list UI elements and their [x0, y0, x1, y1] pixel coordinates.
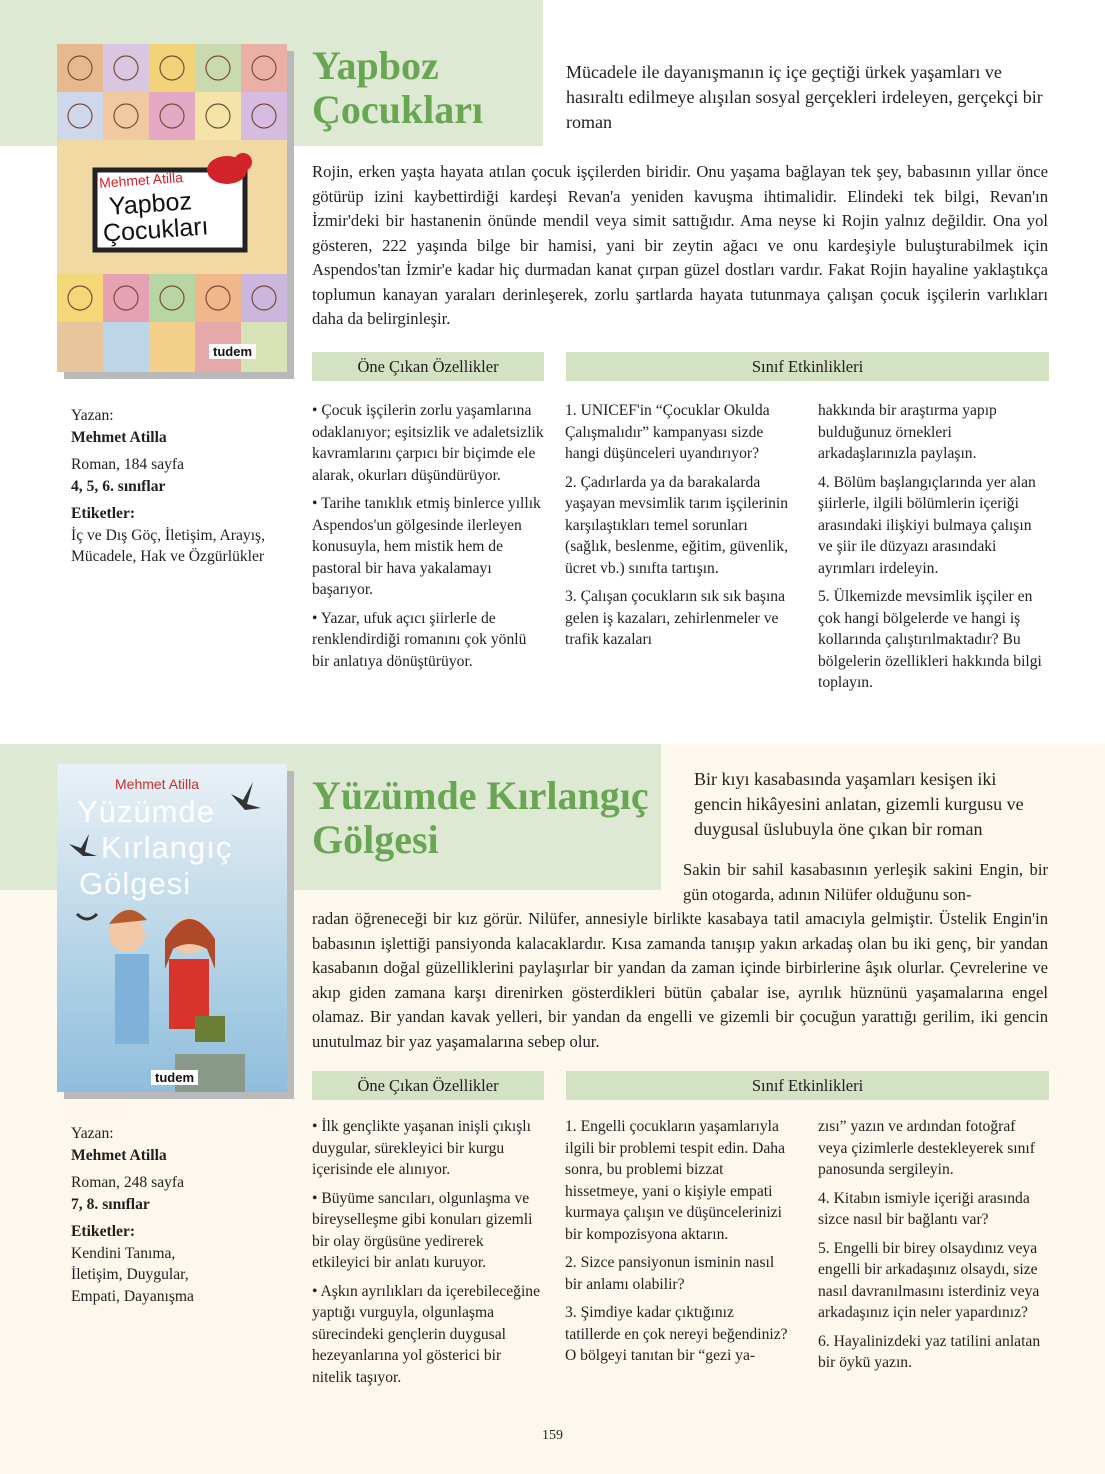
- book-tagline: Mücadele ile dayanışmanın iç içe geçtiği ürkek yaşamları ve hasıraltı edilmeye alışılan sosyal gerçekleri irdeleyen, gerçekçi bir roman: [566, 62, 1043, 132]
- features-list: [312, 400, 544, 679]
- tags-label: Etiketler:: [71, 1223, 136, 1240]
- feature-item: • Çocuk işçilerin zorlu yaşamlarına odaklanıyor; eşitsizlik ve adaletsizlik kavramlarını çarpıcı bir biçimde ele alarak, okurları düşündürüyor.: [312, 402, 544, 484]
- features-heading: Öne Çıkan Özellikler: [312, 1071, 544, 1100]
- activities-heading: Sınıf Etkinlikleri: [566, 352, 1049, 381]
- activities-col2: [818, 400, 1048, 701]
- activities-heading: Sınıf Etkinlikleri: [566, 1071, 1049, 1100]
- activity-item: hakkında bir araştırma yapıp bulduğunuz örnekleri arkadaşlarınızla paylaşın.: [818, 402, 997, 462]
- activity-item: 2. Sizce pansiyonun isminin nasıl bir anlamı olabilir?: [565, 1254, 775, 1293]
- feature-item: • Aşkın ayrılıkları da içerebileceğine yaptığı vurguyla, olgunlaşma sürecindeki gençlerin duygusal hezeyanlarına yol gösterici bir nitelik taşıyor.: [312, 1282, 541, 1386]
- activity-item: 1. Engelli çocukların yaşamlarıyla ilgili bir problemi tespit edin. Daha sonra, bu problemi bizzat hissetmeye, yani o kişiyle empati kurmaya çalışın ve düşüncelerinizi bir kompozisyona aktarın.: [565, 1118, 786, 1243]
- features-list: [312, 1116, 544, 1395]
- cover-title-line2: Çocukları: [102, 212, 210, 248]
- cover-publisher: tudem: [151, 1070, 198, 1085]
- author-name: Mehmet Atilla: [71, 1146, 167, 1164]
- book-grades: 7, 8. sınıflar: [71, 1195, 150, 1213]
- cover-publisher: tudem: [209, 344, 256, 359]
- title-line2: Çocukları: [312, 87, 484, 132]
- book-info: Roman, 248 sayfa: [71, 1174, 185, 1191]
- title-line2: Gölgesi: [312, 817, 439, 862]
- book-title-yuzumde: [312, 774, 649, 862]
- activity-item: 4. Kitabın ismiyle içeriği arasında sizce nasıl bir bağlantı var?: [818, 1189, 1030, 1228]
- book-meta: [71, 405, 271, 568]
- cover-title-line2: Kırlangıç: [101, 830, 233, 865]
- author-label: Yazan:: [71, 1125, 114, 1142]
- activity-item: 4. Bölüm başlangıçlarında yer alan şiirlerle, ilgili bölümlerin içeriği arasındaki ilişkiyi bulmaya çalışın ve şiir ile düzyazı arasındaki ayrımları irdeleyin.: [818, 473, 1036, 577]
- activity-item: 1. UNICEF'in “Çocuklar Okulda Çalışmalıdır” kampanyası sizde hangi düşünceleri uyandırıyor?: [565, 402, 770, 462]
- feature-item: • İlk gençlikte yaşanan inişli çıkışlı duygular, sürekleyici bir kurgu içerisinde ele alınıyor.: [312, 1118, 531, 1178]
- activities-col2: [818, 1116, 1048, 1381]
- feature-item: • Tarihe tanıklık etmiş binlerce yıllık Aspendos'un gölgesinde ilerleyen konusuyla, hem mistik hem de pastoral bir hava yakalamayı başarıyor.: [312, 495, 541, 598]
- activities-col1: [565, 400, 789, 658]
- activity-item: 3. Şimdiye kadar çıktığınız tatillerde en çok nereyi beğendiniz? O bölgeyi tanıtan bir “gezi ya-: [565, 1304, 788, 1364]
- activity-item: 5. Engelli bir birey olsaydınız veya engelli bir arkadaşınız olsaydı, size nasıl davranılmasını isterdiniz veya arkadaşınız için neler yapardınız?: [818, 1239, 1040, 1321]
- activity-item: 3. Çalışan çocukların sık sık başına gelen iş kazaları, zehirlenmeler ve trafik kazaları: [565, 588, 786, 648]
- book-grades: 4, 5, 6. sınıflar: [71, 477, 166, 495]
- cover-title-line3: Gölgesi: [79, 866, 192, 901]
- book-summary-rest: radan öğreneceği bir kız görür. Nilüfer, annesiyle birlikte kasabaya tatil amacıyla gelmiştir. Üstelik Engin'in babasının işlettiği pansiyonda kalacaklardır. Kısa zamanda tanışıp yakın arkadaş olan bu iki genç, bir yandan kasabanın doğal güzelliklerini paylaşırlar bir yandan da zaman içinde birbirlerine âşık olurlar. Çevrelerine ve akıp giden zamana karşı direnirken gösterdikleri bütün çabalar ise, ayrılık hüznünü yaşamalarına engel olamaz. Bir yandan kavak yelleri, bir yandan da engelli ve gizemli bir çocuğun yarattığı gerilim, iki gencin unutulmaz bir yaz yaşamalarına sebep olur.: [312, 909, 1048, 1051]
- book-info: Roman, 184 sayfa: [71, 456, 185, 473]
- cover-author: Mehmet Atilla: [98, 169, 184, 191]
- activity-item: 6. Hayalinizdeki yaz tatilini anlatan bir öykü yazın.: [818, 1332, 1041, 1371]
- title-line1: Yapboz: [312, 43, 439, 88]
- activity-item: 5. Ülkemizde mevsimlik işçiler en çok hangi bölgelerde ve hangi iş kollarında çalıştırılmaktadır? Bu bölgelerin özellikleri hakkında bilgi toplayın.: [818, 588, 1042, 691]
- author-label: Yazan:: [71, 407, 114, 424]
- activity-item: zısı” yazın ve ardından fotoğraf veya çizimlerle destekleyerek sınıf panosunda sergileyin.: [818, 1118, 1035, 1178]
- cover-author: Mehmet Atilla: [115, 776, 200, 792]
- page-number: 159: [542, 1428, 563, 1443]
- author-name: Mehmet Atilla: [71, 428, 167, 446]
- cover-title-line1: Yapboz: [108, 187, 193, 221]
- activities-col1: [565, 1116, 789, 1374]
- title-line1: Yüzümde Kırlangıç: [312, 773, 649, 818]
- book-summary: Rojin, erken yaşta hayata atılan çocuk işçilerden biridir. Onu yaşama bağlayan tek şey, babasının yıllar önce götürüp izini kaybettirdiği kardeşi Revan'a yeniden kavuşma ihtimalidir. Elindeki tek bilgi, Revan'ın İzmir'deki bir hastanenin önünde mendil veya simit sattığıdır. Ama neyse ki Rojin yalnız değildir. Ona yol gösteren, 222 yaşında bilge bir hamisi, yani bir zeytin ağacı ve onu kardeşiyle buluşturabilmek için Aspendos'tan İzmir'e kadar hiç durmadan kanat çırpan güzel dostları vardır. Fakat Rojin hayaline yaklaştıkça toplumun kanayan yaraları derinleşerek, zorlu şartlarda hayata tutunmaya çalışan çocuk işçilerin varlıkları daha da belirginleşir.: [312, 162, 1048, 328]
- cover-title-line1: Yüzümde: [77, 794, 215, 829]
- feature-item: • Yazar, ufuk açıcı şiirlerle de renklendirdiği romanını çok yönlü bir anlatıya dönüştürüyor.: [312, 609, 527, 670]
- book-meta: [71, 1123, 271, 1307]
- features-heading: Öne Çıkan Özellikler: [312, 352, 544, 381]
- book-title-yapboz: [312, 44, 483, 132]
- book-cover-yuzumde: [57, 764, 287, 1092]
- book-tags: Kendini Tanıma, İletişim, Duygular, Empati, Dayanışma: [71, 1244, 194, 1305]
- tags-label: Etiketler:: [71, 505, 136, 522]
- feature-item: • Büyüme sancıları, olgunlaşma ve bireyselleşme gibi konuları gizemli bir olay örgüsüne yedirerek etkileyici bir anlatı kuruyor.: [312, 1189, 533, 1271]
- book-tags: İç ve Dış Göç, İletişim, Arayış, Mücadele, Hak ve Özgürlükler: [71, 526, 266, 565]
- book-cover-yapboz: [57, 44, 287, 372]
- activity-item: 2. Çadırlarda ya da barakalarda yaşayan mevsimlik tarım işçilerinin karşılaştıkları temel sorunları (sağlık, beslenme, eğitim, güvenlik, ücret vb.) sınıfta tartışın.: [565, 473, 789, 577]
- book-summary-start: Sakin bir sahil kasabasının yerleşik sakini Engin, bir gün otogarda, adının Nilüfer olduğunu son-: [683, 860, 1048, 904]
- book-tagline: Bir kıyı kasabasında yaşamları kesişen iki gencin hikâyesini anlatan, gizemli kurgusu ve duygusal üslubuyla öne çıkan bir roman: [694, 769, 1024, 839]
